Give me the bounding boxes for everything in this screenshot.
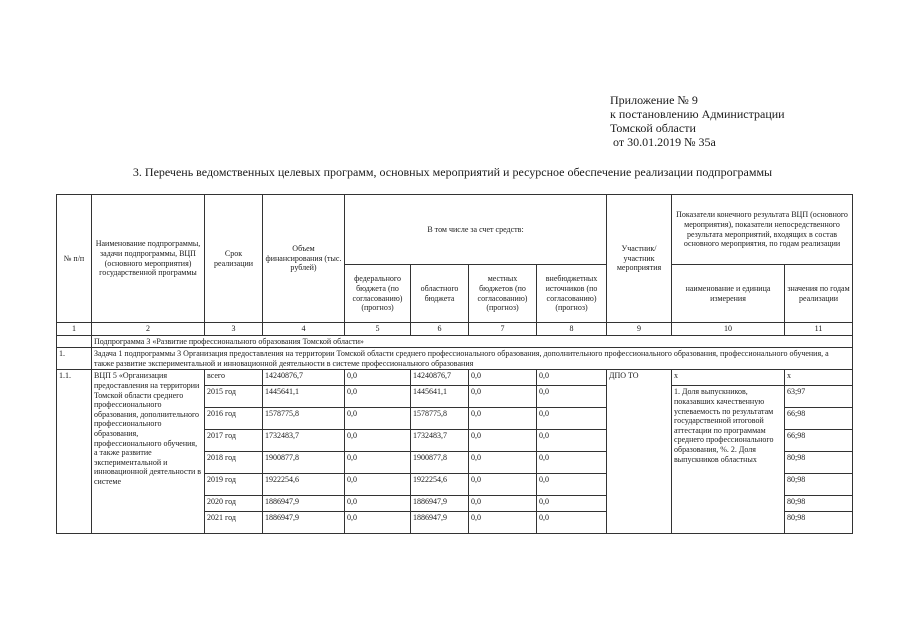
col-number: 3	[205, 323, 263, 336]
regional-cell: 1886947,9	[411, 496, 469, 512]
task-text: Задача 1 подпрограммы 3 Организация предоставления на территории Томской области среднего профессионального образования, дополнительного профессионального образования, профессионального обучения, а также развитие экспериментальной и инновационной деятельности в системе профессионального образования	[92, 348, 853, 370]
volume-cell: 1886947,9	[263, 512, 345, 534]
col-number: 2	[92, 323, 205, 336]
term-cell: 2015 год	[205, 386, 263, 408]
federal-cell: 0,0	[345, 408, 411, 430]
col-number: 11	[785, 323, 853, 336]
regional-cell: 1732483,7	[411, 430, 469, 452]
extra-cell: 0,0	[537, 386, 607, 408]
col-number: 9	[607, 323, 672, 336]
term-cell: всего	[205, 370, 263, 386]
indicator-value-cell: 80;98	[785, 452, 853, 474]
federal-cell: 0,0	[345, 370, 411, 386]
federal-cell: 0,0	[345, 430, 411, 452]
indicator-value-cell: х	[785, 370, 853, 386]
volume-cell: 1922254,6	[263, 474, 345, 496]
local-cell: 0,0	[469, 512, 537, 534]
local-cell: 0,0	[469, 430, 537, 452]
header-ind-values: значения по годам реализации	[785, 265, 853, 323]
indicator-value-cell: 80;98	[785, 474, 853, 496]
col-number: 10	[672, 323, 785, 336]
extra-cell: 0,0	[537, 452, 607, 474]
term-cell: 2021 год	[205, 512, 263, 534]
volume-cell: 1886947,9	[263, 496, 345, 512]
local-cell: 0,0	[469, 408, 537, 430]
extra-cell: 0,0	[537, 474, 607, 496]
local-cell: 0,0	[469, 496, 537, 512]
header-participant: Участник/ участник мероприятия	[607, 195, 672, 323]
col-number: 6	[411, 323, 469, 336]
federal-cell: 0,0	[345, 512, 411, 534]
vcp-num: 1.1.	[57, 370, 92, 534]
header-federal: федерального бюджета (по согласованию) (прогноз)	[345, 265, 411, 323]
indicator-value-cell: 80;98	[785, 496, 853, 512]
subprogram-row	[57, 335, 853, 348]
term-cell: 2020 год	[205, 496, 263, 512]
table-row	[57, 370, 853, 386]
indicator-name-total: х	[672, 370, 785, 386]
program-table	[56, 194, 853, 534]
col-number: 5	[345, 323, 411, 336]
federal-cell: 0,0	[345, 496, 411, 512]
volume-cell: 1445641,1	[263, 386, 345, 408]
federal-cell: 0,0	[345, 386, 411, 408]
federal-cell: 0,0	[345, 474, 411, 496]
volume-cell: 1732483,7	[263, 430, 345, 452]
appendix-line-4: от 30.01.2019 № 35а	[613, 135, 716, 149]
header-term: Срок реализации	[205, 195, 263, 323]
column-number-row	[57, 323, 853, 336]
term-cell: 2017 год	[205, 430, 263, 452]
appendix-line-1: Приложение № 9	[610, 93, 698, 107]
task-row	[57, 348, 853, 370]
header-volume: Объем финансирования (тыс. рублей)	[263, 195, 345, 323]
regional-cell: 1922254,6	[411, 474, 469, 496]
header-extra: внебюджетных источников (по согласованию) (прогноз)	[537, 265, 607, 323]
col-number: 1	[57, 323, 92, 336]
term-cell: 2018 год	[205, 452, 263, 474]
task-num: 1.	[57, 348, 92, 370]
regional-cell: 1578775,8	[411, 408, 469, 430]
regional-cell: 1886947,9	[411, 512, 469, 534]
federal-cell: 0,0	[345, 452, 411, 474]
local-cell: 0,0	[469, 370, 537, 386]
extra-cell: 0,0	[537, 408, 607, 430]
term-cell: 2019 год	[205, 474, 263, 496]
header-name: Наименование подпрограммы, задачи подпрограммы, ВЦП (основного мероприятия) государственной программы	[92, 195, 205, 323]
col-number: 8	[537, 323, 607, 336]
col-number: 7	[469, 323, 537, 336]
indicator-value-cell: 80;98	[785, 512, 853, 534]
col-number: 4	[263, 323, 345, 336]
indicator-text: 1. Доля выпускников, показавших качественную успеваемость по результатам государственной итоговой аттестации по программам среднего профессионального образования, %. 2. Доля выпускников областных	[672, 386, 785, 534]
subprogram-title: Подпрограмма 3 «Развитие профессионального образования Томской области»	[92, 335, 853, 348]
indicator-value-cell: 66;98	[785, 430, 853, 452]
header-local: местных бюджетов (по согласованию) (прогноз)	[469, 265, 537, 323]
header-indicators: Показатели конечного результата ВЦП (основного мероприятия), показатели непосредственного результата мероприятий, входящих в состав основного мероприятия, по годам реализации	[672, 195, 853, 265]
indicator-value-cell: 66;98	[785, 408, 853, 430]
extra-cell: 0,0	[537, 370, 607, 386]
extra-cell: 0,0	[537, 512, 607, 534]
header-sources: В том числе за счет средств:	[345, 195, 607, 265]
local-cell: 0,0	[469, 386, 537, 408]
local-cell: 0,0	[469, 452, 537, 474]
header-ind-name: наименование и единица измерения	[672, 265, 785, 323]
regional-cell: 14240876,7	[411, 370, 469, 386]
appendix-line-3: Томской области	[610, 121, 696, 135]
term-cell: 2016 год	[205, 408, 263, 430]
vcp-name: ВЦП 5 «Организация предоставления на территории Томской области среднего профессионального образования, дополнительного профессионального образования, профессионального обучения, а также развитие экспериментальной и инновационной деятельности в системе	[92, 370, 205, 534]
volume-cell: 1900877,8	[263, 452, 345, 474]
extra-cell: 0,0	[537, 496, 607, 512]
extra-cell: 0,0	[537, 430, 607, 452]
participant-cell: ДПО ТО	[607, 370, 672, 534]
document-title: 3. Перечень ведомственных целевых программ, основных мероприятий и ресурсное обеспечение реализации подпрограммы	[132, 165, 773, 179]
appendix-block	[610, 93, 785, 149]
volume-cell: 14240876,7	[263, 370, 345, 386]
appendix-line-2: к постановлению Администрации	[610, 107, 785, 121]
indicator-value-cell: 63;97	[785, 386, 853, 408]
header-num: № п/п	[57, 195, 92, 323]
volume-cell: 1578775,8	[263, 408, 345, 430]
local-cell: 0,0	[469, 474, 537, 496]
regional-cell: 1445641,1	[411, 386, 469, 408]
header-regional: областного бюджета	[411, 265, 469, 323]
regional-cell: 1900877,8	[411, 452, 469, 474]
